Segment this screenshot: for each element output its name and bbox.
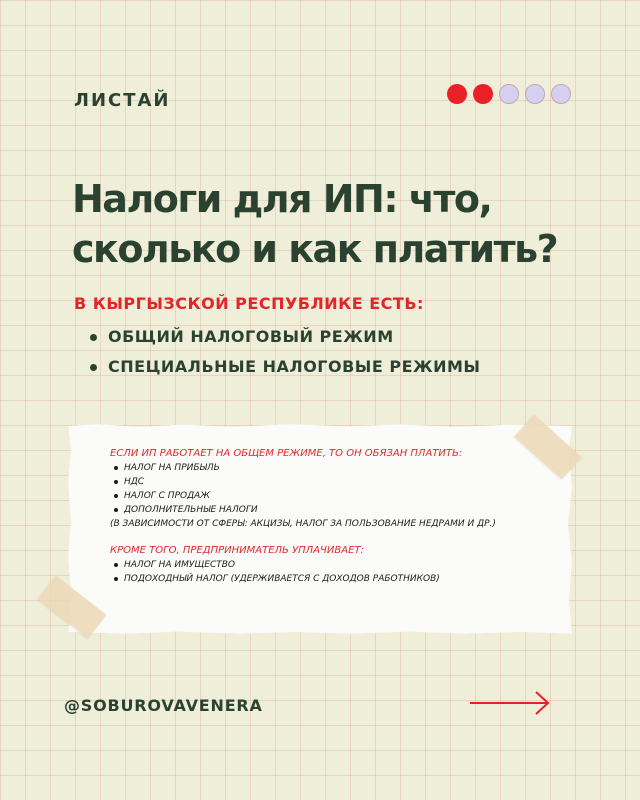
regime-item: ОБЩИЙ НАЛОГОВЫЙ РЕЖИМ bbox=[90, 322, 481, 352]
note-heading-general: ЕСЛИ ИП РАБОТАЕТ НА ОБЩЕМ РЕЖИМЕ, ТО ОН ОБЯЗАН ПЛАТИТЬ: bbox=[110, 448, 463, 459]
regime-item: СПЕЦИАЛЬНЫЕ НАЛОГОВЫЕ РЕЖИМЫ bbox=[90, 352, 481, 382]
page-dot-3[interactable] bbox=[499, 84, 519, 104]
author-handle[interactable]: @SOBUROVAVENERA bbox=[64, 696, 263, 715]
general-taxes-list bbox=[110, 461, 550, 517]
regimes-list bbox=[90, 322, 481, 382]
list-item: НДС bbox=[110, 475, 550, 489]
pagination-dots bbox=[447, 84, 571, 104]
list-item: НАЛОГ С ПРОДАЖ bbox=[110, 489, 550, 503]
extra-taxes-list bbox=[110, 558, 550, 586]
list-item: ПОДОХОДНЫЙ НАЛОГ (УДЕРЖИВАЕТСЯ С ДОХОДОВ РАБОТНИКОВ) bbox=[110, 572, 550, 586]
list-item: НАЛОГ НА ПРИБЫЛЬ bbox=[110, 461, 550, 475]
page-dot-5[interactable] bbox=[551, 84, 571, 104]
swipe-label: ЛИСТАЙ bbox=[74, 90, 171, 111]
list-item: НАЛОГ НА ИМУЩЕСТВО bbox=[110, 558, 550, 572]
page-title bbox=[72, 174, 632, 274]
intro-heading: В КЫРГЫЗСКОЙ РЕСПУБЛИКЕ ЕСТЬ: bbox=[74, 294, 424, 313]
title-line-1: Налоги для ИП: что, bbox=[72, 177, 492, 221]
additional-taxes-note: (В ЗАВИСИМОСТИ ОТ СФЕРЫ: АКЦИЗЫ, НАЛОГ ЗА ПОЛЬЗОВАНИЕ НЕДРАМИ И ДР.) bbox=[110, 519, 496, 529]
note-content bbox=[110, 446, 550, 586]
arrow-right-icon[interactable] bbox=[468, 690, 552, 716]
page-dot-4[interactable] bbox=[525, 84, 545, 104]
title-line-2: сколько и как платить? bbox=[72, 227, 558, 271]
list-item: ДОПОЛНИТЕЛЬНЫЕ НАЛОГИ bbox=[110, 503, 550, 517]
page-dot-1[interactable] bbox=[447, 84, 467, 104]
page-dot-2[interactable] bbox=[473, 84, 493, 104]
note-heading-extra: КРОМЕ ТОГО, ПРЕДПРИНИМАТЕЛЬ УПЛАЧИВАЕТ: bbox=[110, 545, 364, 556]
